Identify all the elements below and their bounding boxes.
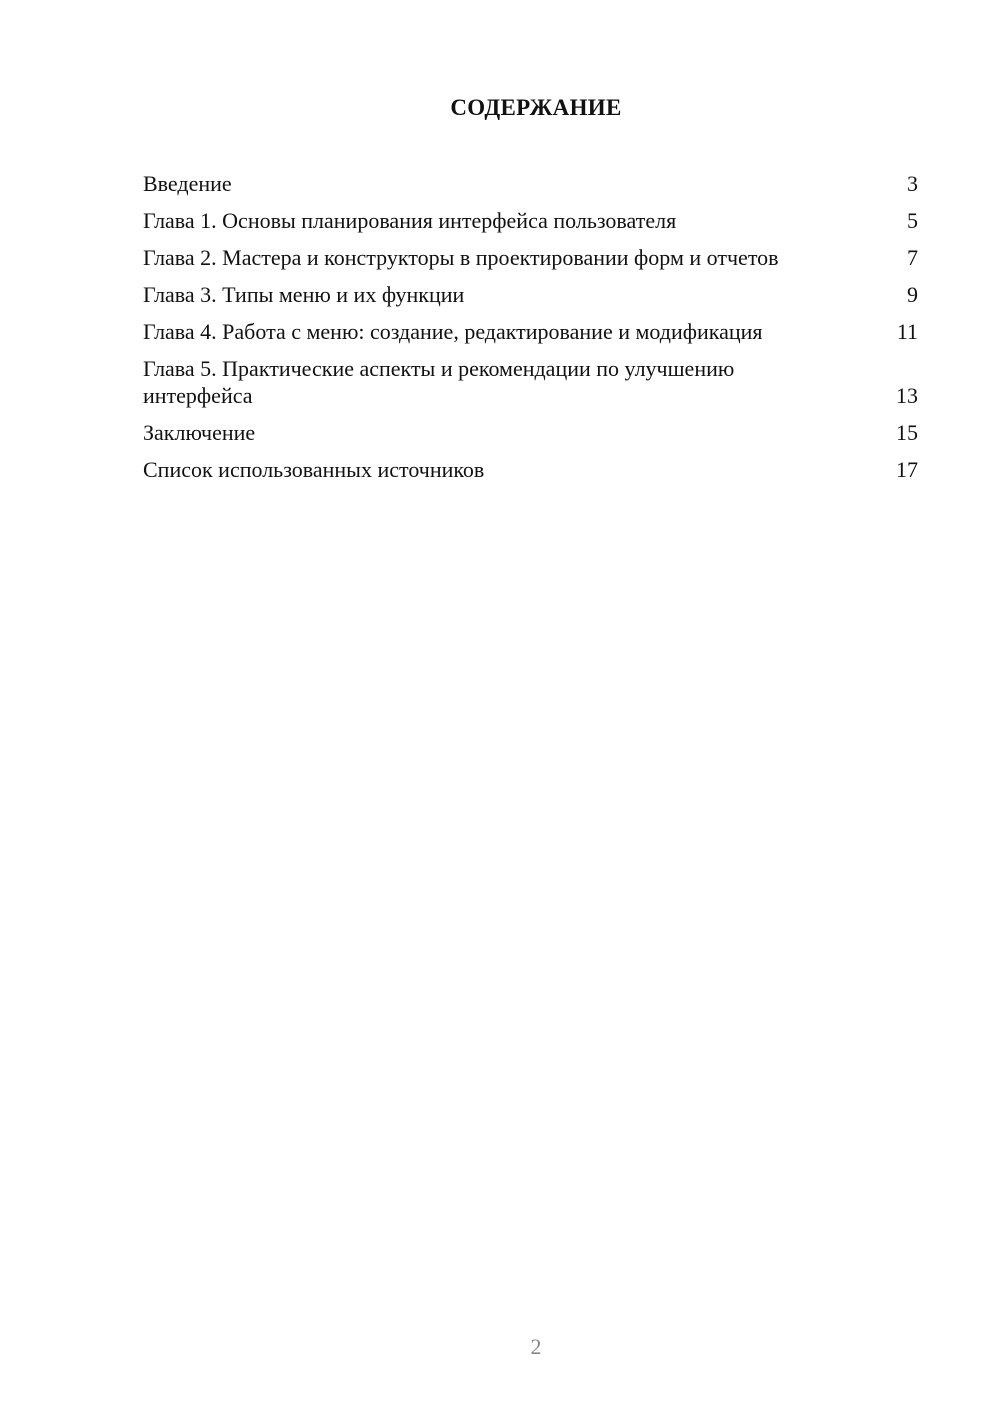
toc-entry-page: 9: [907, 282, 918, 307]
toc-entry-page: 3: [907, 171, 918, 196]
toc-entry-chapter-3[interactable]: [143, 281, 918, 308]
toc-entry-page: 15: [896, 420, 918, 445]
toc-entry-page: 5: [907, 208, 918, 233]
table-of-contents: [143, 170, 918, 493]
toc-entry-label: Список использованных источников: [143, 457, 485, 482]
toc-entry-conclusion[interactable]: [143, 419, 918, 446]
toc-entry-chapter-2[interactable]: [143, 244, 918, 271]
toc-entry-page: 17: [896, 457, 918, 482]
toc-entry-chapter-1[interactable]: [143, 207, 918, 234]
page-title: СОДЕРЖАНИЕ: [450, 95, 622, 120]
toc-entry-label: Глава 4. Работа с меню: создание, редактирование и модификация: [143, 319, 763, 344]
toc-entry-label: Заключение: [143, 420, 256, 445]
toc-entry-label: Глава 1. Основы планирования интерфейса пользователя: [143, 208, 677, 233]
toc-entry-references[interactable]: [143, 456, 918, 483]
toc-entry-label: Введение: [143, 171, 232, 196]
toc-entry-introduction[interactable]: [143, 170, 918, 197]
toc-entry-page: 13: [896, 383, 918, 408]
toc-entry-page: 7: [907, 245, 918, 270]
toc-entry-label: Глава 2. Мастера и конструкторы в проектировании форм и отчетов: [143, 245, 779, 270]
page-number: 2: [530, 1334, 542, 1359]
toc-entry-page: 11: [896, 319, 918, 344]
toc-entry-label: Глава 3. Типы меню и их функции: [143, 282, 465, 307]
toc-entry-chapter-4[interactable]: [143, 318, 918, 345]
toc-entry-label: Глава 5. Практические аспекты и рекомендации по улучшению интерфейса: [143, 356, 735, 408]
toc-entry-chapter-5[interactable]: [143, 355, 918, 409]
